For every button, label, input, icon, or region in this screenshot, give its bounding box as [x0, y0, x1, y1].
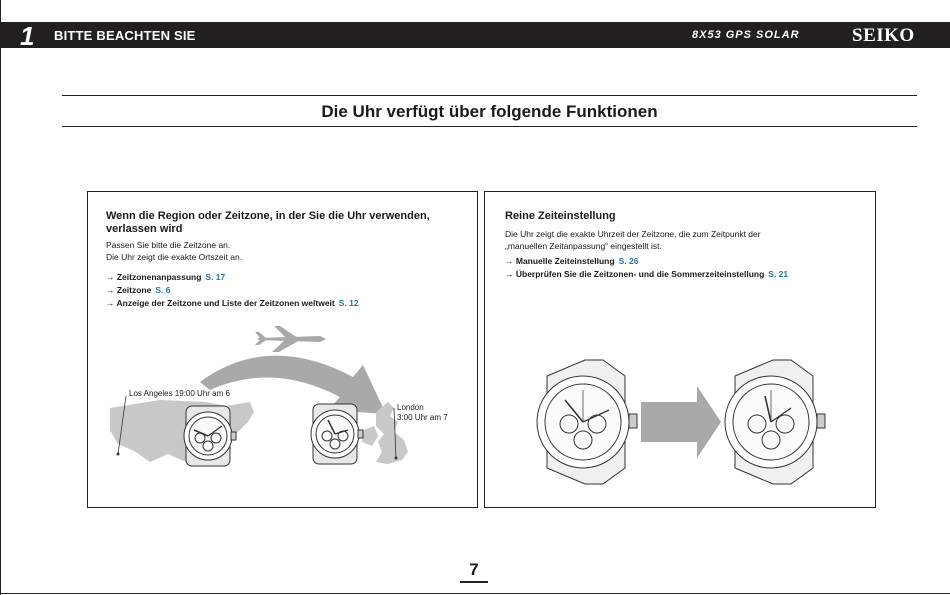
model-name: 8X53 GPS SOLAR: [692, 29, 800, 41]
travel-arrow: [200, 356, 386, 414]
left-heading-line1: Wenn die Region oder Zeitzone, in der Sie die Uhr verwenden,: [106, 210, 430, 222]
page-ref[interactable]: S. 12: [338, 298, 359, 308]
caption-los-angeles: Los Angeles 19:00 Uhr am 6: [129, 389, 230, 398]
page-ref[interactable]: S. 17: [205, 272, 226, 282]
watch-after: [725, 360, 825, 484]
page-frame-left: [0, 0, 1, 595]
caption-london: [397, 403, 448, 423]
right-body-line1: Die Uhr zeigt die exakte Uhrzeit der Zeitzone, die zum Zeitpunkt der: [505, 229, 761, 239]
right-panel: [484, 191, 876, 508]
page-ref[interactable]: S. 26: [618, 256, 639, 266]
watch-la: [184, 406, 236, 466]
link-manual-time-setting[interactable]: [505, 255, 788, 268]
link-time-zone-adjust[interactable]: [106, 271, 359, 284]
ireland-map: [362, 426, 378, 446]
right-link-list: [505, 255, 788, 281]
left-heading-line2: verlassen wird: [106, 223, 183, 235]
airplane-icon: [255, 326, 326, 352]
usa-map: [110, 400, 254, 462]
link-label: → Manuelle Zeiteinstellung: [505, 256, 615, 266]
link-label: → Zeitzonenanpassung: [106, 272, 202, 282]
link-check-timezone-dst[interactable]: [505, 268, 788, 281]
right-arrow: [641, 386, 721, 458]
time-setting-illustration: [485, 352, 875, 492]
right-body: [505, 229, 761, 252]
page-frame-bottom: [0, 593, 950, 594]
link-time-zone[interactable]: [106, 284, 359, 297]
page-ref[interactable]: S. 6: [155, 285, 171, 295]
left-body-line1: Passen Sie bitte die Zeitzone an.: [106, 240, 231, 250]
left-heading: [106, 210, 466, 236]
left-body: [106, 240, 242, 263]
watch-before: [537, 360, 637, 484]
chapter-title: BITTE BEACHTEN SIE: [54, 28, 196, 43]
la-dot: [117, 453, 120, 456]
link-label: → Zeitzone: [106, 285, 152, 295]
link-label: → Anzeige der Zeitzone und Liste der Zeitzonen weltweit: [106, 298, 335, 308]
page-ref[interactable]: S. 21: [768, 269, 789, 279]
watch-london: [311, 404, 363, 464]
title-rule-bottom: [62, 126, 917, 127]
page-number: 7: [469, 560, 479, 579]
chapter-number: 1: [20, 21, 35, 51]
link-label: → Überprüfen Sie die Zeitzonen- und die Sommerzeiteinstellung: [505, 269, 765, 279]
left-panel: [87, 191, 478, 508]
title-rule-top: [62, 95, 917, 96]
left-link-list: [106, 271, 359, 310]
page-number-underline: [460, 581, 488, 583]
header-bar: [0, 21, 950, 51]
page-title: Die Uhr verfügt über folgende Funktionen: [321, 102, 658, 121]
right-body-line2: „manuellen Zeitanpassung“ eingestellt ist.: [505, 240, 662, 251]
london-dot: [395, 457, 398, 460]
right-heading: Reine Zeiteinstellung: [505, 210, 616, 222]
left-body-line2: Die Uhr zeigt die exakte Ortszeit an.: [106, 251, 243, 262]
caption-london-line1: London: [397, 403, 424, 412]
brand-logo: SEIKO: [852, 25, 915, 46]
caption-london-line2: 3:00 Uhr am 7: [397, 413, 448, 422]
link-time-zone-list[interactable]: [106, 297, 359, 310]
